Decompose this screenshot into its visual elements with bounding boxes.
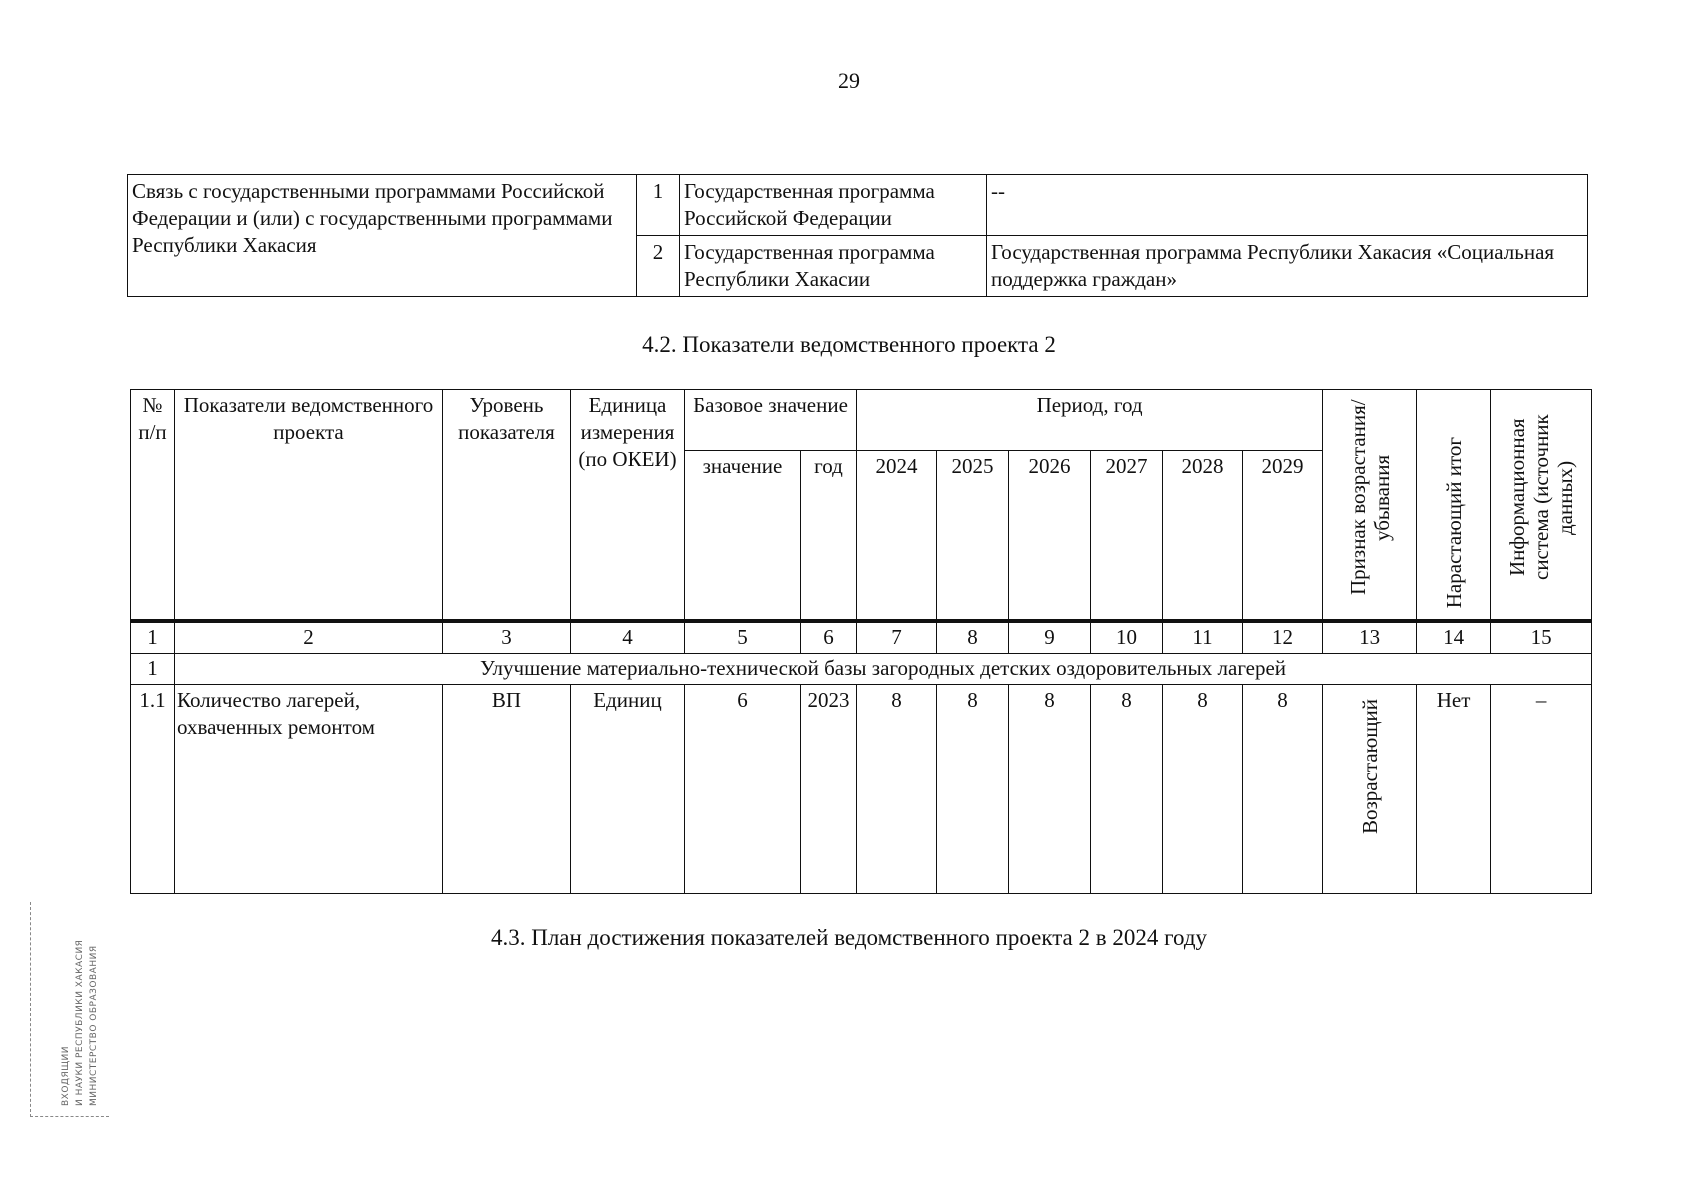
header-indicator: Показатели ведомственного проекта [175,390,443,622]
header-base-value: значение [685,451,801,622]
row-number: 2 [637,236,680,297]
header-info-system: Информационная система (источник данных) [1491,390,1592,622]
column-number: 3 [443,621,571,654]
page-number: 29 [838,68,860,93]
column-number: 10 [1091,621,1163,654]
table-row [128,175,1588,236]
year-value: 8 [937,685,1009,894]
column-number: 2 [175,621,443,654]
header-year: 2025 [937,451,1009,622]
header-year: 2024 [857,451,937,622]
year-value: 8 [1243,685,1323,894]
program-value: Государственная программа Республики Хакасия «Социальная поддержка граждан» [987,236,1588,297]
indicators-table [130,389,1592,894]
column-number: 14 [1417,621,1491,654]
stamp-line: МИНИСТЕРСТВО ОБРАЗОВАНИЯ [89,945,99,1106]
row-number: 1 [637,175,680,236]
base-value: 6 [685,685,801,894]
header-trend: Признак возрастания/ убывания [1323,390,1417,622]
header-num: № п/п [131,390,175,622]
year-value: 8 [1163,685,1243,894]
indicator-name: Количество лагерей, охваченных ремонтом [175,685,443,894]
header-year: 2027 [1091,451,1163,622]
header-period: Период, год [857,390,1323,451]
section-heading-4-2: 4.2. Показатели ведомственного проекта 2 [642,332,1056,357]
table-row [131,685,1592,894]
header-level: Уровень показателя [443,390,571,622]
program-type: Государственная программа Российской Федерации [680,175,987,236]
section-number: 1 [131,654,175,685]
column-number: 15 [1491,621,1592,654]
header-year: 2026 [1009,451,1091,622]
year-value: 8 [1091,685,1163,894]
header-row [131,390,1592,451]
header-base: Базовое значение [685,390,857,451]
header-year: 2029 [1243,451,1323,622]
column-number: 8 [937,621,1009,654]
column-number: 4 [571,621,685,654]
indicator-unit: Единиц [571,685,685,894]
trend-value: Возрастающий [1323,685,1417,894]
year-value: 8 [1009,685,1091,894]
indicator-level: ВП [443,685,571,894]
column-number: 1 [131,621,175,654]
header-year: 2028 [1163,451,1243,622]
section-heading-4-3: 4.3. План достижения показателей ведомственного проекта 2 в 2024 году [490,925,1208,950]
state-programs-links-table [127,174,1588,297]
column-number: 11 [1163,621,1243,654]
header-base-year: год [801,451,857,622]
column-number: 7 [857,621,937,654]
column-number: 13 [1323,621,1417,654]
header-cumulative: Нарастающий итог [1417,390,1491,622]
column-number: 6 [801,621,857,654]
year-value: 8 [857,685,937,894]
stamp-line: И НАУКИ РЕСПУБЛИКИ ХАКАСИЯ [75,939,85,1106]
section-row [131,654,1592,685]
cumulative-value: Нет [1417,685,1491,894]
links-label: Связь с государственными программами Российской Федерации и (или) с государственными программами Республики Хакасия [128,175,637,297]
program-value: -- [987,175,1588,236]
info-system-value: – [1491,685,1592,894]
column-number: 5 [685,621,801,654]
row-number: 1.1 [131,685,175,894]
column-numbers-row [131,621,1592,654]
base-year: 2023 [801,685,857,894]
stamp-line: ВХОДЯЩИЙ [61,1045,71,1106]
program-type: Государственная программа Республики Хакасии [680,236,987,297]
column-number: 9 [1009,621,1091,654]
column-number: 12 [1243,621,1323,654]
header-unit: Единица измерения (по ОКЕИ) [571,390,685,622]
registration-stamp [30,902,109,1117]
section-title: Улучшение материально-технической базы загородных детских оздоровительных лагерей [175,654,1592,685]
